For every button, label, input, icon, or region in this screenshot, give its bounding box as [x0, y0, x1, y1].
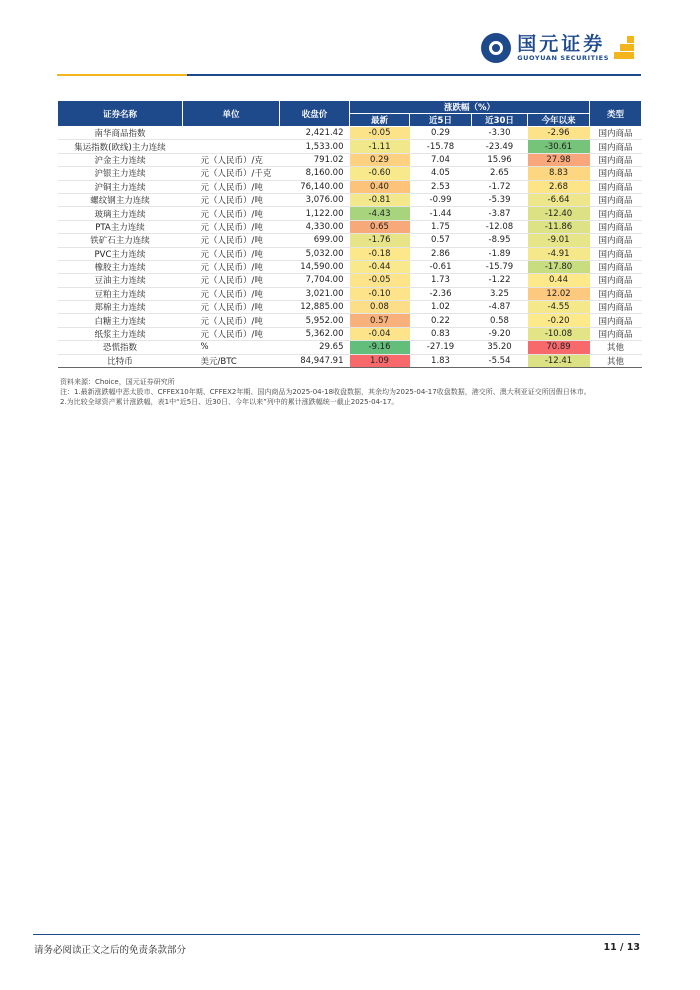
cell-unit: 元（人民币）/吨: [183, 180, 280, 193]
cell-close: 8,160.00: [280, 167, 350, 180]
cell-30d: 15.96: [472, 153, 528, 166]
cell-5d: -2.36: [410, 287, 472, 300]
cell-latest: 1.09: [350, 354, 410, 367]
brand-name-cn: 国元证券: [517, 33, 606, 55]
cell-unit: %: [183, 341, 280, 354]
cell-unit: 元（人民币）/吨: [183, 260, 280, 273]
cell-close: 84,947.91: [280, 354, 350, 367]
table-row: [58, 234, 642, 247]
footer-disclaimer: 请务必阅读正文之后的免责条款部分: [34, 945, 187, 956]
cell-30d: -8.95: [472, 234, 528, 247]
cell-close: 699.00: [280, 234, 350, 247]
cell-close: 5,952.00: [280, 314, 350, 327]
cell-30d: -9.20: [472, 327, 528, 340]
cell-unit: 元（人民币）/吨: [183, 327, 280, 340]
cell-ytd: -11.86: [528, 220, 590, 233]
cell-ytd: 12.02: [528, 287, 590, 300]
cell-30d: -12.08: [472, 220, 528, 233]
cell-type: 国内商品: [590, 327, 642, 340]
cell-name: PTA主力连续: [58, 220, 183, 233]
cell-latest: -0.44: [350, 260, 410, 273]
table-row: [58, 207, 642, 220]
cell-name: 白糖主力连续: [58, 314, 183, 327]
cell-close: 5,362.00: [280, 327, 350, 340]
cell-unit: 美元/BTC: [183, 354, 280, 367]
cell-name: 玻璃主力连续: [58, 207, 183, 220]
table-row: [58, 301, 642, 314]
cell-close: 76,140.00: [280, 180, 350, 193]
table-row: [58, 274, 642, 287]
cell-latest: -1.76: [350, 234, 410, 247]
cell-name: 豆油主力连续: [58, 274, 183, 287]
cell-latest: 0.08: [350, 301, 410, 314]
cell-latest: 0.29: [350, 153, 410, 166]
cell-type: 国内商品: [590, 314, 642, 327]
cell-name: 沪金主力连续: [58, 153, 183, 166]
header-name: 证券名称: [58, 101, 183, 127]
cell-latest: -0.18: [350, 247, 410, 260]
cell-close: 29.65: [280, 341, 350, 354]
cell-type: 国内商品: [590, 260, 642, 273]
cell-5d: 2.53: [410, 180, 472, 193]
cell-close: 3,076.00: [280, 193, 350, 206]
logo-stair-icon: [614, 36, 634, 60]
cell-unit: 元（人民币）/吨: [183, 207, 280, 220]
cell-ytd: -4.91: [528, 247, 590, 260]
header-ytd: 今年以来: [528, 114, 590, 127]
cell-close: 14,590.00: [280, 260, 350, 273]
cell-ytd: 2.68: [528, 180, 590, 193]
cell-close: 4,330.00: [280, 220, 350, 233]
cell-30d: -4.87: [472, 301, 528, 314]
cell-ytd: 0.44: [528, 274, 590, 287]
footnote-1: 注：1.最新涨跌幅中恶太股市、CFFEX10年期、CFFEX2年期、国内商品为2025-04-18收盘数据，其余均为2025-04-17收盘数据，港交所、澳大利亚证交所因假日休市。: [60, 388, 591, 396]
cell-ytd: -12.40: [528, 207, 590, 220]
cell-type: 国内商品: [590, 301, 642, 314]
cell-type: 其他: [590, 341, 642, 354]
cell-30d: -5.54: [472, 354, 528, 367]
cell-close: 2,421.42: [280, 127, 350, 140]
table-body: [58, 127, 642, 368]
cell-ytd: -12.41: [528, 354, 590, 367]
source-note: 资料来源：Choice，国元证券研究所: [60, 378, 175, 386]
cell-latest: -0.81: [350, 193, 410, 206]
table-row: [58, 327, 642, 340]
cell-30d: -15.79: [472, 260, 528, 273]
cell-name: 郑棉主力连续: [58, 301, 183, 314]
table-row: [58, 287, 642, 300]
header-rule-accent: [57, 74, 187, 76]
cell-30d: 3.25: [472, 287, 528, 300]
table-row: [58, 127, 642, 140]
cell-name: 沪银主力连续: [58, 167, 183, 180]
cell-5d: 7.04: [410, 153, 472, 166]
cell-name: 铁矿石主力连续: [58, 234, 183, 247]
cell-30d: 0.58: [472, 314, 528, 327]
cell-type: 国内商品: [590, 274, 642, 287]
logo-emblem-icon: [481, 33, 511, 63]
cell-ytd: -10.08: [528, 327, 590, 340]
asset-performance-table: [57, 100, 642, 368]
cell-5d: 1.02: [410, 301, 472, 314]
cell-30d: 2.65: [472, 167, 528, 180]
header-30d: 近30日: [472, 114, 528, 127]
cell-ytd: -0.20: [528, 314, 590, 327]
table-row: [58, 180, 642, 193]
cell-unit: 元（人民币）/吨: [183, 220, 280, 233]
cell-latest: -1.11: [350, 140, 410, 153]
footnote-2: 2.为比较全球资产累计涨跌幅，表1中“近5日、近30日、今年以来”列中的累计涨跌幅统一截止2025-04-17。: [60, 398, 399, 406]
cell-5d: 4.05: [410, 167, 472, 180]
cell-ytd: -17.80: [528, 260, 590, 273]
table-row: [58, 260, 642, 273]
cell-5d: 0.22: [410, 314, 472, 327]
cell-ytd: -2.96: [528, 127, 590, 140]
cell-5d: 0.83: [410, 327, 472, 340]
cell-name: PVC主力连续: [58, 247, 183, 260]
cell-30d: -3.87: [472, 207, 528, 220]
cell-5d: -27.19: [410, 341, 472, 354]
notes: [60, 377, 640, 407]
cell-latest: 0.40: [350, 180, 410, 193]
brand-name-en: GUOYUAN SECURITIES: [517, 54, 609, 62]
cell-30d: -1.89: [472, 247, 528, 260]
cell-name: 纸浆主力连续: [58, 327, 183, 340]
cell-ytd: 70.89: [528, 341, 590, 354]
cell-ytd: 8.83: [528, 167, 590, 180]
footer-rule: [33, 934, 640, 935]
cell-unit: 元（人民币）/吨: [183, 274, 280, 287]
cell-type: 国内商品: [590, 234, 642, 247]
table-row: [58, 167, 642, 180]
table-row: [58, 140, 642, 153]
cell-ytd: -9.01: [528, 234, 590, 247]
cell-5d: 0.57: [410, 234, 472, 247]
cell-ytd: 27.98: [528, 153, 590, 166]
cell-type: 国内商品: [590, 287, 642, 300]
cell-unit: 元（人民币）/千克: [183, 167, 280, 180]
cell-latest: -0.05: [350, 127, 410, 140]
cell-type: 国内商品: [590, 247, 642, 260]
cell-30d: 35.20: [472, 341, 528, 354]
cell-type: 国内商品: [590, 180, 642, 193]
cell-close: 5,032.00: [280, 247, 350, 260]
cell-5d: -0.61: [410, 260, 472, 273]
cell-name: 比特币: [58, 354, 183, 367]
cell-unit: 元（人民币）/吨: [183, 314, 280, 327]
cell-name: 沪铜主力连续: [58, 180, 183, 193]
cell-ytd: -6.64: [528, 193, 590, 206]
header-latest: 最新: [350, 114, 410, 127]
cell-latest: -0.10: [350, 287, 410, 300]
table-row: [58, 314, 642, 327]
cell-close: 12,885.00: [280, 301, 350, 314]
cell-ytd: -30.61: [528, 140, 590, 153]
cell-type: 国内商品: [590, 153, 642, 166]
cell-latest: -9.16: [350, 341, 410, 354]
cell-name: 橡胶主力连续: [58, 260, 183, 273]
cell-type: 国内商品: [590, 167, 642, 180]
cell-name: 恐慌指数: [58, 341, 183, 354]
cell-close: 3,021.00: [280, 287, 350, 300]
page-number: 11 / 13: [603, 942, 640, 953]
table-row: [58, 247, 642, 260]
cell-name: 螺纹钢主力连续: [58, 193, 183, 206]
cell-30d: -3.30: [472, 127, 528, 140]
cell-latest: -0.05: [350, 274, 410, 287]
cell-unit: 元（人民币）/克: [183, 153, 280, 166]
cell-close: 791.02: [280, 153, 350, 166]
cell-30d: -1.22: [472, 274, 528, 287]
cell-close: 7,704.00: [280, 274, 350, 287]
header-5d: 近5日: [410, 114, 472, 127]
brand-logo: [481, 33, 634, 63]
cell-5d: 1.83: [410, 354, 472, 367]
header-unit: 单位: [183, 101, 280, 127]
table-row: [58, 354, 642, 367]
cell-name: 集运指数(欧线)主力连续: [58, 140, 183, 153]
cell-latest: -0.60: [350, 167, 410, 180]
cell-type: 国内商品: [590, 127, 642, 140]
cell-type: 国内商品: [590, 220, 642, 233]
table-row: [58, 341, 642, 354]
cell-5d: 1.75: [410, 220, 472, 233]
cell-unit: [183, 140, 280, 153]
cell-unit: [183, 127, 280, 140]
cell-30d: -23.49: [472, 140, 528, 153]
cell-type: 国内商品: [590, 207, 642, 220]
cell-unit: 元（人民币）/吨: [183, 234, 280, 247]
table-row: [58, 153, 642, 166]
header-close: 收盘价: [280, 101, 350, 127]
cell-5d: 2.86: [410, 247, 472, 260]
table-row: [58, 220, 642, 233]
cell-unit: 元（人民币）/吨: [183, 193, 280, 206]
cell-5d: -15.78: [410, 140, 472, 153]
cell-unit: 元（人民币）/吨: [183, 301, 280, 314]
cell-5d: -1.44: [410, 207, 472, 220]
header-type: 类型: [590, 101, 642, 127]
cell-type: 国内商品: [590, 193, 642, 206]
cell-30d: -1.72: [472, 180, 528, 193]
cell-type: 其他: [590, 354, 642, 367]
cell-close: 1,533.00: [280, 140, 350, 153]
cell-5d: 1.73: [410, 274, 472, 287]
cell-latest: -4.43: [350, 207, 410, 220]
cell-unit: 元（人民币）/吨: [183, 247, 280, 260]
table-row: [58, 193, 642, 206]
cell-name: 南华商品指数: [58, 127, 183, 140]
cell-close: 1,122.00: [280, 207, 350, 220]
header-change-group: 涨跌幅（%）: [350, 101, 590, 114]
cell-latest: -0.04: [350, 327, 410, 340]
cell-latest: 0.65: [350, 220, 410, 233]
cell-unit: 元（人民币）/吨: [183, 287, 280, 300]
cell-5d: -0.99: [410, 193, 472, 206]
cell-type: 国内商品: [590, 140, 642, 153]
cell-ytd: -4.55: [528, 301, 590, 314]
cell-name: 豆粕主力连续: [58, 287, 183, 300]
cell-30d: -5.39: [472, 193, 528, 206]
cell-5d: 0.29: [410, 127, 472, 140]
cell-latest: 0.57: [350, 314, 410, 327]
